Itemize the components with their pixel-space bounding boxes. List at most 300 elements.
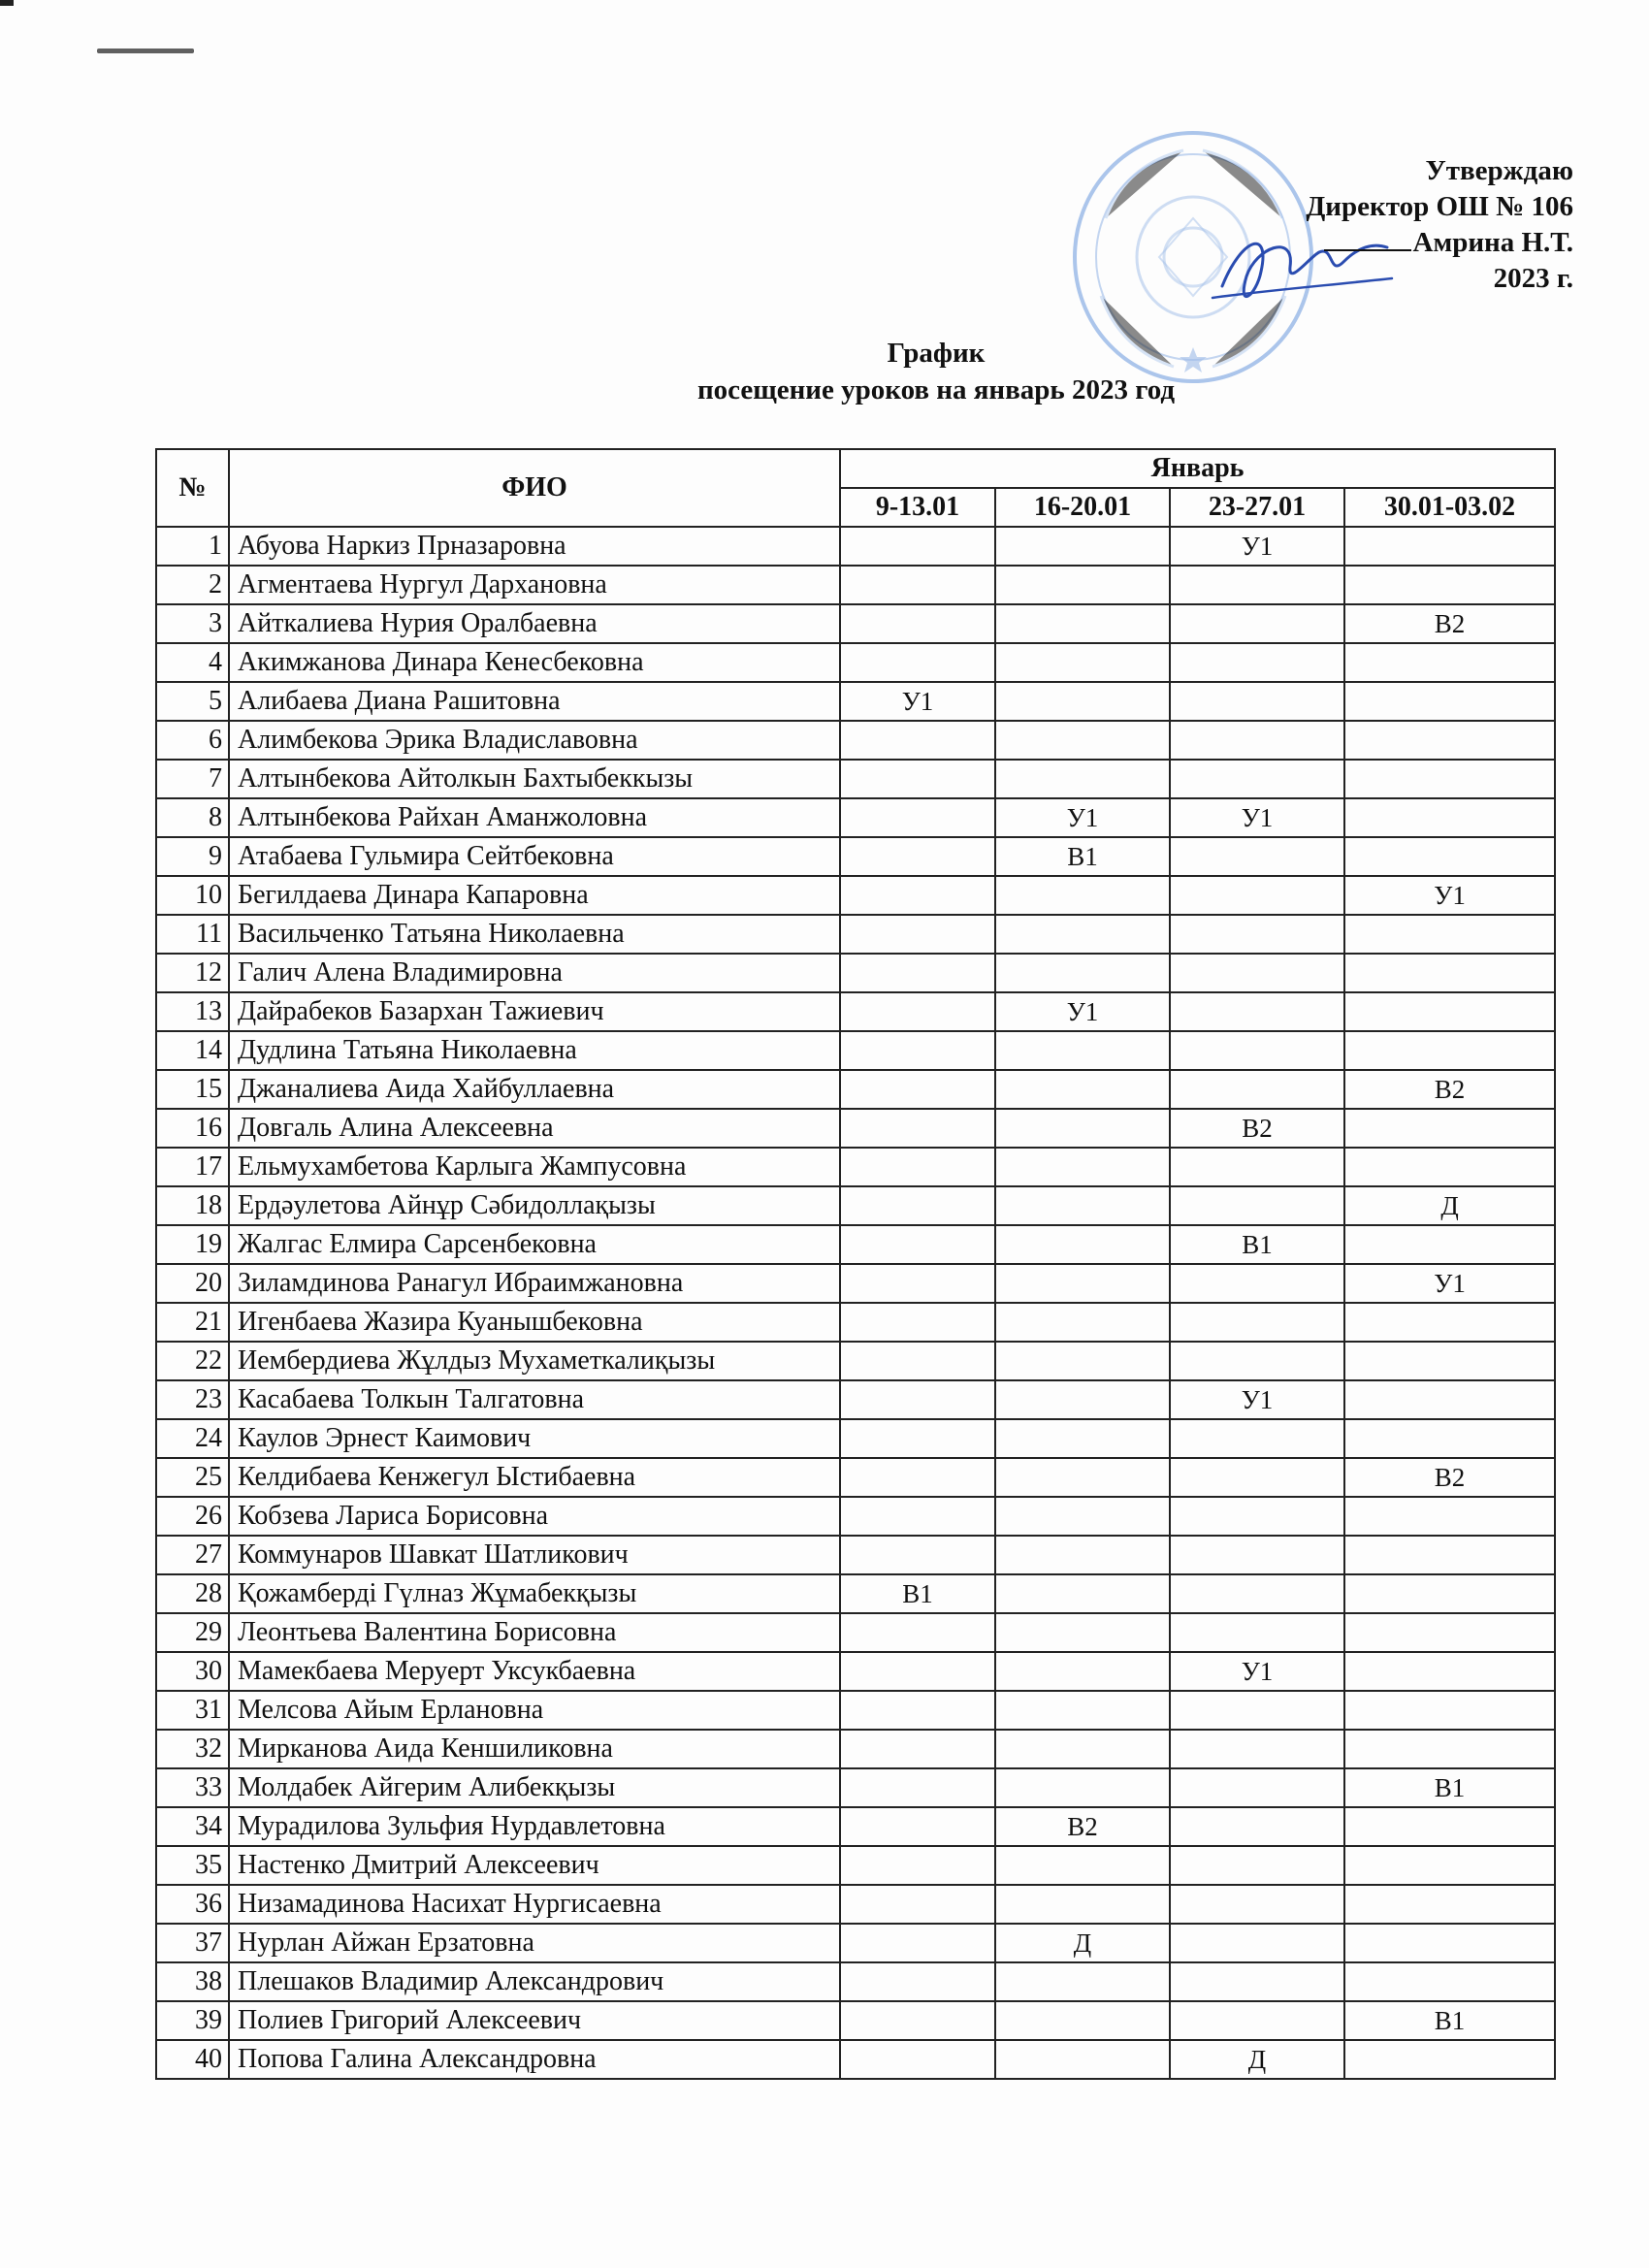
- visit-mark-cell: У1: [995, 798, 1170, 837]
- teacher-name: Полиев Григорий Алексеевич: [229, 2001, 840, 2040]
- visit-mark-cell: [1170, 1691, 1344, 1730]
- row-number: 6: [156, 721, 229, 760]
- header-row-top: [156, 449, 1555, 488]
- visit-mark-cell: [1170, 1962, 1344, 2001]
- visit-mark-cell: [1170, 1031, 1344, 1070]
- visit-mark-cell: [840, 1148, 995, 1186]
- visit-mark-cell: [1170, 1574, 1344, 1613]
- visit-mark-cell: У1: [840, 682, 995, 721]
- approval-label: Утверждаю: [1425, 155, 1573, 186]
- visit-mark-cell: [840, 1536, 995, 1574]
- visit-mark-cell: [1170, 1148, 1344, 1186]
- visit-mark-cell: [995, 1497, 1170, 1536]
- visit-mark-cell: У1: [1170, 527, 1344, 566]
- visit-mark-cell: [840, 1652, 995, 1691]
- row-number: 3: [156, 604, 229, 643]
- visit-mark-cell: [995, 1186, 1170, 1225]
- table-row: [156, 915, 1555, 954]
- teacher-name: Настенко Дмитрий Алексеевич: [229, 1846, 840, 1885]
- visit-mark-cell: [995, 1730, 1170, 1768]
- teacher-name: Жалгас Елмира Сарсенбековна: [229, 1225, 840, 1264]
- visit-mark-cell: У1: [1344, 876, 1555, 915]
- teacher-name: Попова Галина Александровна: [229, 2040, 840, 2079]
- visit-mark-cell: [1344, 954, 1555, 992]
- visit-mark-cell: [1344, 1342, 1555, 1380]
- scan-artifact-line: [97, 49, 194, 53]
- table-row: [156, 1846, 1555, 1885]
- row-number: 33: [156, 1768, 229, 1807]
- visit-mark-cell: [995, 1070, 1170, 1109]
- approval-position: Директор ОШ № 106: [1306, 191, 1573, 222]
- visit-mark-cell: [840, 1031, 995, 1070]
- row-number: 9: [156, 837, 229, 876]
- table-row: [156, 1225, 1555, 1264]
- teacher-name: Дудлина Татьяна Николаевна: [229, 1031, 840, 1070]
- visit-mark-cell: [1170, 2001, 1344, 2040]
- visit-mark-cell: [1170, 837, 1344, 876]
- visit-mark-cell: [995, 915, 1170, 954]
- row-number: 30: [156, 1652, 229, 1691]
- schedule-table-wrapper: [155, 448, 1556, 2080]
- visit-mark-cell: [995, 1846, 1170, 1885]
- row-number: 35: [156, 1846, 229, 1885]
- visit-mark-cell: [1344, 566, 1555, 604]
- visit-mark-cell: [1344, 1574, 1555, 1613]
- visit-mark-cell: [840, 1380, 995, 1419]
- table-row: [156, 2001, 1555, 2040]
- visit-mark-cell: [995, 1458, 1170, 1497]
- row-number: 22: [156, 1342, 229, 1380]
- col-header-week: 30.01-03.02: [1344, 488, 1555, 527]
- visit-mark-cell: [1170, 604, 1344, 643]
- visit-mark-cell: [995, 1574, 1170, 1613]
- row-number: 26: [156, 1497, 229, 1536]
- visit-mark-cell: [995, 876, 1170, 915]
- visit-mark-cell: [840, 1225, 995, 1264]
- visit-mark-cell: [1344, 643, 1555, 682]
- visit-mark-cell: [1344, 992, 1555, 1031]
- visit-mark-cell: [1344, 837, 1555, 876]
- visit-mark-cell: [840, 1924, 995, 1962]
- approval-block: [1306, 153, 1573, 297]
- table-row: [156, 1109, 1555, 1148]
- approval-year: 2023 г.: [1493, 263, 1573, 294]
- table-row: [156, 1885, 1555, 1924]
- teacher-name: Игенбаева Жазира Куанышбековна: [229, 1303, 840, 1342]
- visit-mark-cell: [840, 798, 995, 837]
- schedule-rows: [156, 527, 1555, 2079]
- teacher-name: Касабаева Толкын Талгатовна: [229, 1380, 840, 1419]
- visit-mark-cell: [840, 1070, 995, 1109]
- visit-mark-cell: [995, 682, 1170, 721]
- visit-mark-cell: [995, 1652, 1170, 1691]
- visit-mark-cell: [1344, 1536, 1555, 1574]
- approval-name-line: [1306, 225, 1573, 261]
- teacher-name: Коммунаров Шавкат Шатликович: [229, 1536, 840, 1574]
- teacher-name: Нурлан Айжан Ерзатовна: [229, 1924, 840, 1962]
- visit-mark-cell: У1: [995, 992, 1170, 1031]
- visit-mark-cell: [840, 1458, 995, 1497]
- visit-mark-cell: У1: [1170, 798, 1344, 837]
- visit-mark-cell: [840, 1962, 995, 2001]
- visit-mark-cell: [1170, 643, 1344, 682]
- visit-mark-cell: [995, 1342, 1170, 1380]
- visit-mark-cell: [840, 2040, 995, 2079]
- visit-mark-cell: [995, 1419, 1170, 1458]
- table-row: [156, 604, 1555, 643]
- visit-mark-cell: [1344, 1807, 1555, 1846]
- visit-mark-cell: [995, 1109, 1170, 1148]
- visit-mark-cell: В1: [1344, 2001, 1555, 2040]
- visit-mark-cell: У1: [1344, 1264, 1555, 1303]
- table-row: [156, 566, 1555, 604]
- table-row: [156, 876, 1555, 915]
- row-number: 15: [156, 1070, 229, 1109]
- row-number: 31: [156, 1691, 229, 1730]
- visit-mark-cell: [1170, 1613, 1344, 1652]
- table-row: [156, 992, 1555, 1031]
- teacher-name: Келдибаева Кенжегул Ыстибаевна: [229, 1458, 840, 1497]
- table-row: [156, 721, 1555, 760]
- row-number: 8: [156, 798, 229, 837]
- visit-mark-cell: [995, 721, 1170, 760]
- visit-mark-cell: [1344, 1303, 1555, 1342]
- visit-mark-cell: [1344, 1730, 1555, 1768]
- visit-mark-cell: [995, 954, 1170, 992]
- teacher-name: Атабаева Гульмира Сейтбековна: [229, 837, 840, 876]
- visit-mark-cell: [840, 527, 995, 566]
- visit-mark-cell: [995, 760, 1170, 798]
- visit-mark-cell: [1344, 798, 1555, 837]
- visit-mark-cell: [840, 721, 995, 760]
- visit-mark-cell: [1170, 1846, 1344, 1885]
- visit-mark-cell: [840, 915, 995, 954]
- teacher-name: Каулов Эрнест Каимович: [229, 1419, 840, 1458]
- document-title: [0, 335, 1649, 408]
- visit-mark-cell: [1170, 915, 1344, 954]
- visit-mark-cell: [995, 1148, 1170, 1186]
- visit-mark-cell: [840, 1303, 995, 1342]
- row-number: 27: [156, 1536, 229, 1574]
- visit-mark-cell: В2: [1344, 604, 1555, 643]
- visit-mark-cell: [1170, 1885, 1344, 1924]
- visit-mark-cell: [1344, 721, 1555, 760]
- visit-mark-cell: [995, 1303, 1170, 1342]
- teacher-name: Ердәулетова Айнұр Сәбидоллақызы: [229, 1186, 840, 1225]
- table-row: [156, 1380, 1555, 1419]
- table-row: [156, 798, 1555, 837]
- table-row: [156, 1613, 1555, 1652]
- visit-mark-cell: В2: [1170, 1109, 1344, 1148]
- table-row: [156, 1536, 1555, 1574]
- visit-mark-cell: [1344, 1109, 1555, 1148]
- visit-mark-cell: [840, 992, 995, 1031]
- visit-mark-cell: Д: [995, 1924, 1170, 1962]
- teacher-name: Абуова Наркиз Прназаровна: [229, 527, 840, 566]
- visit-mark-cell: [1344, 1225, 1555, 1264]
- signature-line: [1324, 249, 1411, 251]
- visit-mark-cell: [1344, 1419, 1555, 1458]
- visit-mark-cell: [1170, 721, 1344, 760]
- row-number: 7: [156, 760, 229, 798]
- visit-mark-cell: У1: [1170, 1380, 1344, 1419]
- teacher-name: Дайрабеков Базархан Тажиевич: [229, 992, 840, 1031]
- visit-mark-cell: Д: [1344, 1186, 1555, 1225]
- visit-mark-cell: [995, 1962, 1170, 2001]
- visit-mark-cell: В2: [1344, 1070, 1555, 1109]
- table-row: [156, 1807, 1555, 1846]
- row-number: 20: [156, 1264, 229, 1303]
- visit-mark-cell: [1170, 682, 1344, 721]
- visit-mark-cell: [1344, 1380, 1555, 1419]
- row-number: 34: [156, 1807, 229, 1846]
- visit-mark-cell: [1170, 1264, 1344, 1303]
- table-row: [156, 1458, 1555, 1497]
- row-number: 17: [156, 1148, 229, 1186]
- row-number: 29: [156, 1613, 229, 1652]
- teacher-name: Низамадинова Насихат Нургисаевна: [229, 1885, 840, 1924]
- visit-mark-cell: [840, 566, 995, 604]
- visit-mark-cell: [1344, 1613, 1555, 1652]
- visit-mark-cell: [840, 1342, 995, 1380]
- row-number: 2: [156, 566, 229, 604]
- visit-mark-cell: [1344, 1691, 1555, 1730]
- table-row: [156, 1497, 1555, 1536]
- visit-mark-cell: [1344, 1497, 1555, 1536]
- visit-mark-cell: [840, 2001, 995, 2040]
- visit-mark-cell: [1170, 1497, 1344, 1536]
- visit-mark-cell: [1344, 2040, 1555, 2079]
- teacher-name: Васильченко Татьяна Николаевна: [229, 915, 840, 954]
- table-row: [156, 1303, 1555, 1342]
- visit-mark-cell: [1344, 527, 1555, 566]
- teacher-name: Джаналиева Аида Хайбуллаевна: [229, 1070, 840, 1109]
- visit-mark-cell: [1170, 1342, 1344, 1380]
- teacher-name: Алибаева Диана Рашитовна: [229, 682, 840, 721]
- visit-mark-cell: [840, 1186, 995, 1225]
- row-number: 11: [156, 915, 229, 954]
- visit-mark-cell: [1344, 1885, 1555, 1924]
- row-number: 19: [156, 1225, 229, 1264]
- visit-mark-cell: [1170, 760, 1344, 798]
- table-row: [156, 1148, 1555, 1186]
- teacher-name: Довгаль Алина Алексеевна: [229, 1109, 840, 1148]
- visit-mark-cell: [1170, 1924, 1344, 1962]
- visit-mark-cell: В1: [995, 837, 1170, 876]
- visit-mark-cell: [995, 604, 1170, 643]
- table-row: [156, 1730, 1555, 1768]
- teacher-name: Бегилдаева Динара Капаровна: [229, 876, 840, 915]
- row-number: 5: [156, 682, 229, 721]
- visit-mark-cell: [995, 1536, 1170, 1574]
- row-number: 36: [156, 1885, 229, 1924]
- table-row: [156, 1924, 1555, 1962]
- scan-corner-mark: [0, 0, 14, 6]
- visit-mark-cell: [1344, 760, 1555, 798]
- table-row: [156, 1031, 1555, 1070]
- row-number: 37: [156, 1924, 229, 1962]
- visit-mark-cell: [1344, 1924, 1555, 1962]
- row-number: 16: [156, 1109, 229, 1148]
- visit-mark-cell: В1: [1344, 1768, 1555, 1807]
- row-number: 14: [156, 1031, 229, 1070]
- visit-mark-cell: [1170, 876, 1344, 915]
- schedule-table: [155, 448, 1556, 2080]
- table-row: [156, 1691, 1555, 1730]
- col-header-week: 23-27.01: [1170, 488, 1344, 527]
- visit-mark-cell: В1: [840, 1574, 995, 1613]
- row-number: 10: [156, 876, 229, 915]
- visit-mark-cell: [995, 1691, 1170, 1730]
- col-header-week: 16-20.01: [995, 488, 1170, 527]
- table-row: [156, 1768, 1555, 1807]
- visit-mark-cell: [995, 1885, 1170, 1924]
- visit-mark-cell: [995, 1613, 1170, 1652]
- teacher-name: Леонтьева Валентина Борисовна: [229, 1613, 840, 1652]
- visit-mark-cell: [840, 1885, 995, 1924]
- teacher-name: Зиламдинова Ранагул Ибраимжановна: [229, 1264, 840, 1303]
- teacher-name: Мирканова Аида Кеншиликовна: [229, 1730, 840, 1768]
- visit-mark-cell: [1344, 915, 1555, 954]
- row-number: 21: [156, 1303, 229, 1342]
- table-row: [156, 837, 1555, 876]
- visit-mark-cell: [840, 954, 995, 992]
- row-number: 40: [156, 2040, 229, 2079]
- visit-mark-cell: [995, 2040, 1170, 2079]
- visit-mark-cell: В2: [1344, 1458, 1555, 1497]
- teacher-name: Иембердиева Жұлдыз Мухаметкалиқызы: [229, 1342, 840, 1380]
- visit-mark-cell: [840, 604, 995, 643]
- col-header-name: ФИО: [229, 449, 840, 527]
- visit-mark-cell: [1170, 1419, 1344, 1458]
- visit-mark-cell: [840, 643, 995, 682]
- teacher-name: Агментаева Нургул Дархановна: [229, 566, 840, 604]
- visit-mark-cell: [1170, 1303, 1344, 1342]
- title-line-1: График: [887, 338, 986, 369]
- visit-mark-cell: [995, 566, 1170, 604]
- table-row: [156, 1186, 1555, 1225]
- visit-mark-cell: [1170, 566, 1344, 604]
- table-row: [156, 1574, 1555, 1613]
- row-number: 18: [156, 1186, 229, 1225]
- teacher-name: Алимбекова Эрика Владиславовна: [229, 721, 840, 760]
- teacher-name: Мелсова Айым Ерлановна: [229, 1691, 840, 1730]
- visit-mark-cell: [1344, 1031, 1555, 1070]
- visit-mark-cell: [1344, 1148, 1555, 1186]
- visit-mark-cell: [840, 1846, 995, 1885]
- table-row: [156, 1342, 1555, 1380]
- approval-name: Амрина Н.Т.: [1412, 227, 1573, 258]
- visit-mark-cell: [995, 1031, 1170, 1070]
- table-row: [156, 1070, 1555, 1109]
- row-number: 1: [156, 527, 229, 566]
- visit-mark-cell: [1170, 1458, 1344, 1497]
- table-row: [156, 527, 1555, 566]
- teacher-name: Галич Алена Владимировна: [229, 954, 840, 992]
- teacher-name: Акимжанова Динара Кенесбековна: [229, 643, 840, 682]
- visit-mark-cell: [1170, 1536, 1344, 1574]
- visit-mark-cell: Д: [1170, 2040, 1344, 2079]
- visit-mark-cell: [1170, 992, 1344, 1031]
- visit-mark-cell: [840, 1691, 995, 1730]
- visit-mark-cell: [840, 1807, 995, 1846]
- row-number: 12: [156, 954, 229, 992]
- visit-mark-cell: [840, 876, 995, 915]
- visit-mark-cell: [995, 643, 1170, 682]
- visit-mark-cell: [840, 837, 995, 876]
- row-number: 38: [156, 1962, 229, 2001]
- visit-mark-cell: [1170, 1768, 1344, 1807]
- visit-mark-cell: [840, 1264, 995, 1303]
- col-header-week: 9-13.01: [840, 488, 995, 527]
- table-row: [156, 760, 1555, 798]
- visit-mark-cell: [995, 1380, 1170, 1419]
- row-number: 39: [156, 2001, 229, 2040]
- teacher-name: Мамекбаева Меруерт Уксукбаевна: [229, 1652, 840, 1691]
- table-row: [156, 2040, 1555, 2079]
- visit-mark-cell: В2: [995, 1807, 1170, 1846]
- visit-mark-cell: [840, 760, 995, 798]
- visit-mark-cell: [1170, 1070, 1344, 1109]
- teacher-name: Кобзева Лариса Борисовна: [229, 1497, 840, 1536]
- row-number: 25: [156, 1458, 229, 1497]
- visit-mark-cell: [840, 1768, 995, 1807]
- row-number: 23: [156, 1380, 229, 1419]
- row-number: 24: [156, 1419, 229, 1458]
- visit-mark-cell: [840, 1497, 995, 1536]
- table-row: [156, 1962, 1555, 2001]
- visit-mark-cell: [1344, 1652, 1555, 1691]
- teacher-name: Мурадилова Зульфия Нурдавлетовна: [229, 1807, 840, 1846]
- visit-mark-cell: [1170, 954, 1344, 992]
- visit-mark-cell: [995, 1264, 1170, 1303]
- row-number: 32: [156, 1730, 229, 1768]
- visit-mark-cell: [1170, 1186, 1344, 1225]
- visit-mark-cell: [840, 1730, 995, 1768]
- table-row: [156, 643, 1555, 682]
- visit-mark-cell: [1170, 1807, 1344, 1846]
- visit-mark-cell: [840, 1109, 995, 1148]
- table-row: [156, 682, 1555, 721]
- table-row: [156, 1419, 1555, 1458]
- visit-mark-cell: [840, 1419, 995, 1458]
- col-header-month: Январь: [840, 449, 1555, 488]
- visit-mark-cell: [840, 1613, 995, 1652]
- table-row: [156, 954, 1555, 992]
- visit-mark-cell: В1: [1170, 1225, 1344, 1264]
- visit-mark-cell: У1: [1170, 1652, 1344, 1691]
- col-header-number: №: [156, 449, 229, 527]
- teacher-name: Молдабек Айгерим Алибекқызы: [229, 1768, 840, 1807]
- teacher-name: Айткалиева Нурия Оралбаевна: [229, 604, 840, 643]
- visit-mark-cell: [995, 1768, 1170, 1807]
- title-line-2: посещение уроков на январь 2023 год: [696, 374, 1176, 405]
- visit-mark-cell: [1170, 1730, 1344, 1768]
- teacher-name: Ельмухамбетова Карлыга Жампусовна: [229, 1148, 840, 1186]
- teacher-name: Алтынбекова Айтолкын Бахтыбеккызы: [229, 760, 840, 798]
- row-number: 28: [156, 1574, 229, 1613]
- teacher-name: Алтынбекова Райхан Аманжоловна: [229, 798, 840, 837]
- visit-mark-cell: [1344, 1846, 1555, 1885]
- visit-mark-cell: [1344, 682, 1555, 721]
- visit-mark-cell: [1344, 1962, 1555, 2001]
- teacher-name: Плешаков Владимир Александрович: [229, 1962, 840, 2001]
- table-row: [156, 1652, 1555, 1691]
- visit-mark-cell: [995, 2001, 1170, 2040]
- row-number: 4: [156, 643, 229, 682]
- row-number: 13: [156, 992, 229, 1031]
- teacher-name: Қожамберді Гүлназ Жұмабекқызы: [229, 1574, 840, 1613]
